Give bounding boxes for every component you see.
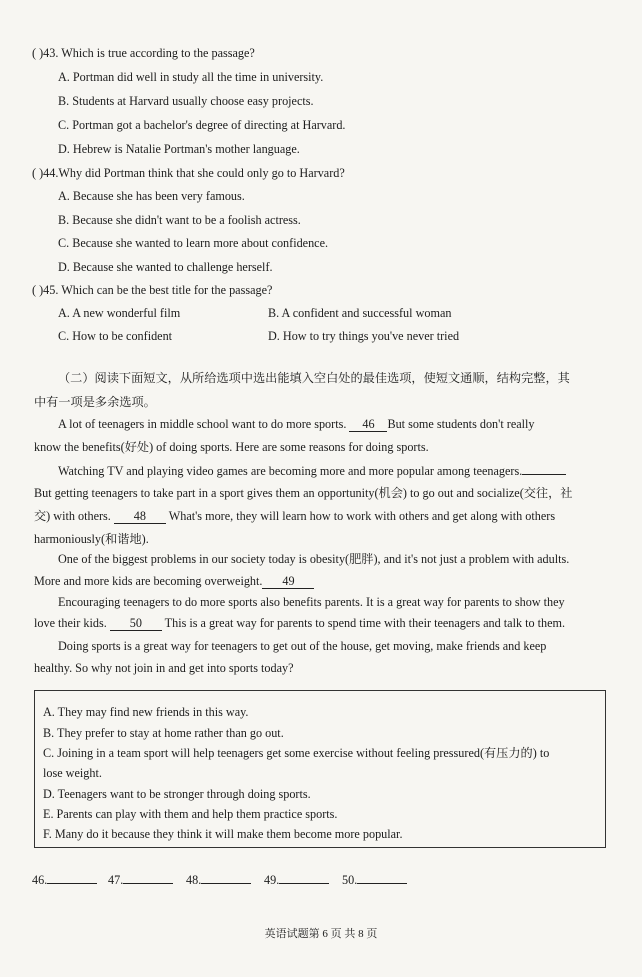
answer-48[interactable]: 48. [186,872,251,888]
question-stem: 43. Which is true according to the passage? [43,46,255,60]
answer-row [0,872,642,890]
answer-50[interactable]: 50. [342,872,407,888]
answer-49[interactable]: 49. [264,872,329,888]
blank-46[interactable]: 46 [349,418,387,432]
answer-line[interactable] [279,872,329,884]
option-45-a: A. A new wonderful film [58,306,181,320]
blank-47[interactable] [522,463,566,475]
choice-d: D. Teenagers want to be stronger through doing sports. [43,787,311,801]
section-instruction-line-1: （二）阅读下面短文，从所给选项中选出能填入空白处的最佳选项，使短文通顺，结构完整，其 [58,371,570,385]
answer-line[interactable] [201,872,251,884]
answer-bracket[interactable]: ( ) [32,46,44,60]
passage-p2-line-1: Watching TV and playing video games are becoming more and more popular among teenagers. [58,463,566,479]
option-43-a: A. Portman did well in study all the time in university. [58,70,324,84]
options-box [34,690,606,848]
option-43-d: D. Hebrew is Natalie Portman's mother language. [58,142,300,156]
option-44-d: D. Because she wanted to challenge herself. [58,260,273,274]
passage-p5-line-1: Doing sports is a great way for teenagers to get out of the house, get moving, make friends and keep [58,639,547,653]
passage-p1-line-2: know the benefits(好处) of doing sports. Here are some reasons for doing sports. [34,440,429,454]
option-44-c: C. Because she wanted to learn more about confidence. [58,236,329,250]
answer-47[interactable]: 47. [108,872,173,888]
page-footer: 英语试题第 6 页 共 8 页 [264,928,378,940]
passage-p2-line-2: But getting teenagers to take part in a sport gives them an opportunity(机会) to go out and socialize(交往，社 [34,486,573,500]
passage-p4-line-2: love their kids. 50 This is a great way for parents to spend time with their teenagers and talk to them. [34,616,566,630]
answer-line[interactable] [123,872,173,884]
question-stem: 44.Why did Portman think that she could only go to Harvard? [43,166,345,180]
passage-p2-line-4: harmoniously(和谐地). [34,532,149,546]
passage-p5-line-2: healthy. So why not join in and get into sports today? [34,661,294,675]
answer-line[interactable] [357,872,407,884]
option-45-b: B. A confident and successful woman [268,306,452,320]
option-44-b: B. Because she didn't want to be a foolish actress. [58,213,301,227]
section-instruction-line-2: 中有一项是多余选项。 [34,395,156,409]
blank-48[interactable]: 48 [114,510,166,524]
option-43-c: C. Portman got a bachelor's degree of directing at Harvard. [58,118,346,132]
choice-a: A. They may find new friends in this way. [43,705,249,719]
blank-49[interactable]: 49 [262,575,314,589]
option-45-c: C. How to be confident [58,329,173,343]
answer-line[interactable] [47,872,97,884]
question-43 [32,46,255,61]
choice-e: E. Parents can play with them and help them practice sports. [43,807,338,821]
question-44 [32,166,345,181]
passage-p1-line-1: A lot of teenagers in middle school want to do more sports. 46 But some students don't really [58,417,535,431]
question-45 [32,283,272,298]
option-45-d: D. How to try things you've never tried [268,329,460,343]
passage-p3-line-1: One of the biggest problems in our society today is obesity(肥胖), and it's not just a problem with adults. [58,552,570,566]
option-44-a: A. Because she has been very famous. [58,189,245,203]
answer-bracket[interactable]: ( ) [32,166,44,180]
answer-bracket[interactable]: ( ) [32,283,44,297]
choice-c-line-1: C. Joining in a team sport will help teenagers get some exercise without feeling pressured(有压力的) to [43,746,550,760]
passage-p4-line-1: Encouraging teenagers to do more sports also benefits parents. It is a great way for parents to show they [58,595,565,609]
answer-46[interactable]: 46. [32,872,97,888]
choice-c-line-2: lose weight. [43,766,102,780]
passage-p3-line-2: More and more kids are becoming overweight. 49 [34,574,604,589]
choice-b: B. They prefer to stay at home rather than go out. [43,726,284,740]
question-stem: 45. Which can be the best title for the passage? [43,283,273,297]
blank-50[interactable]: 50 [110,617,162,631]
choice-f: F. Many do it because they think it will make them become more popular. [43,827,403,841]
option-43-b: B. Students at Harvard usually choose easy projects. [58,94,314,108]
passage-p2-line-3: 交) with others. 48 What's more, they will learn how to work with others and get along with others [34,509,556,523]
